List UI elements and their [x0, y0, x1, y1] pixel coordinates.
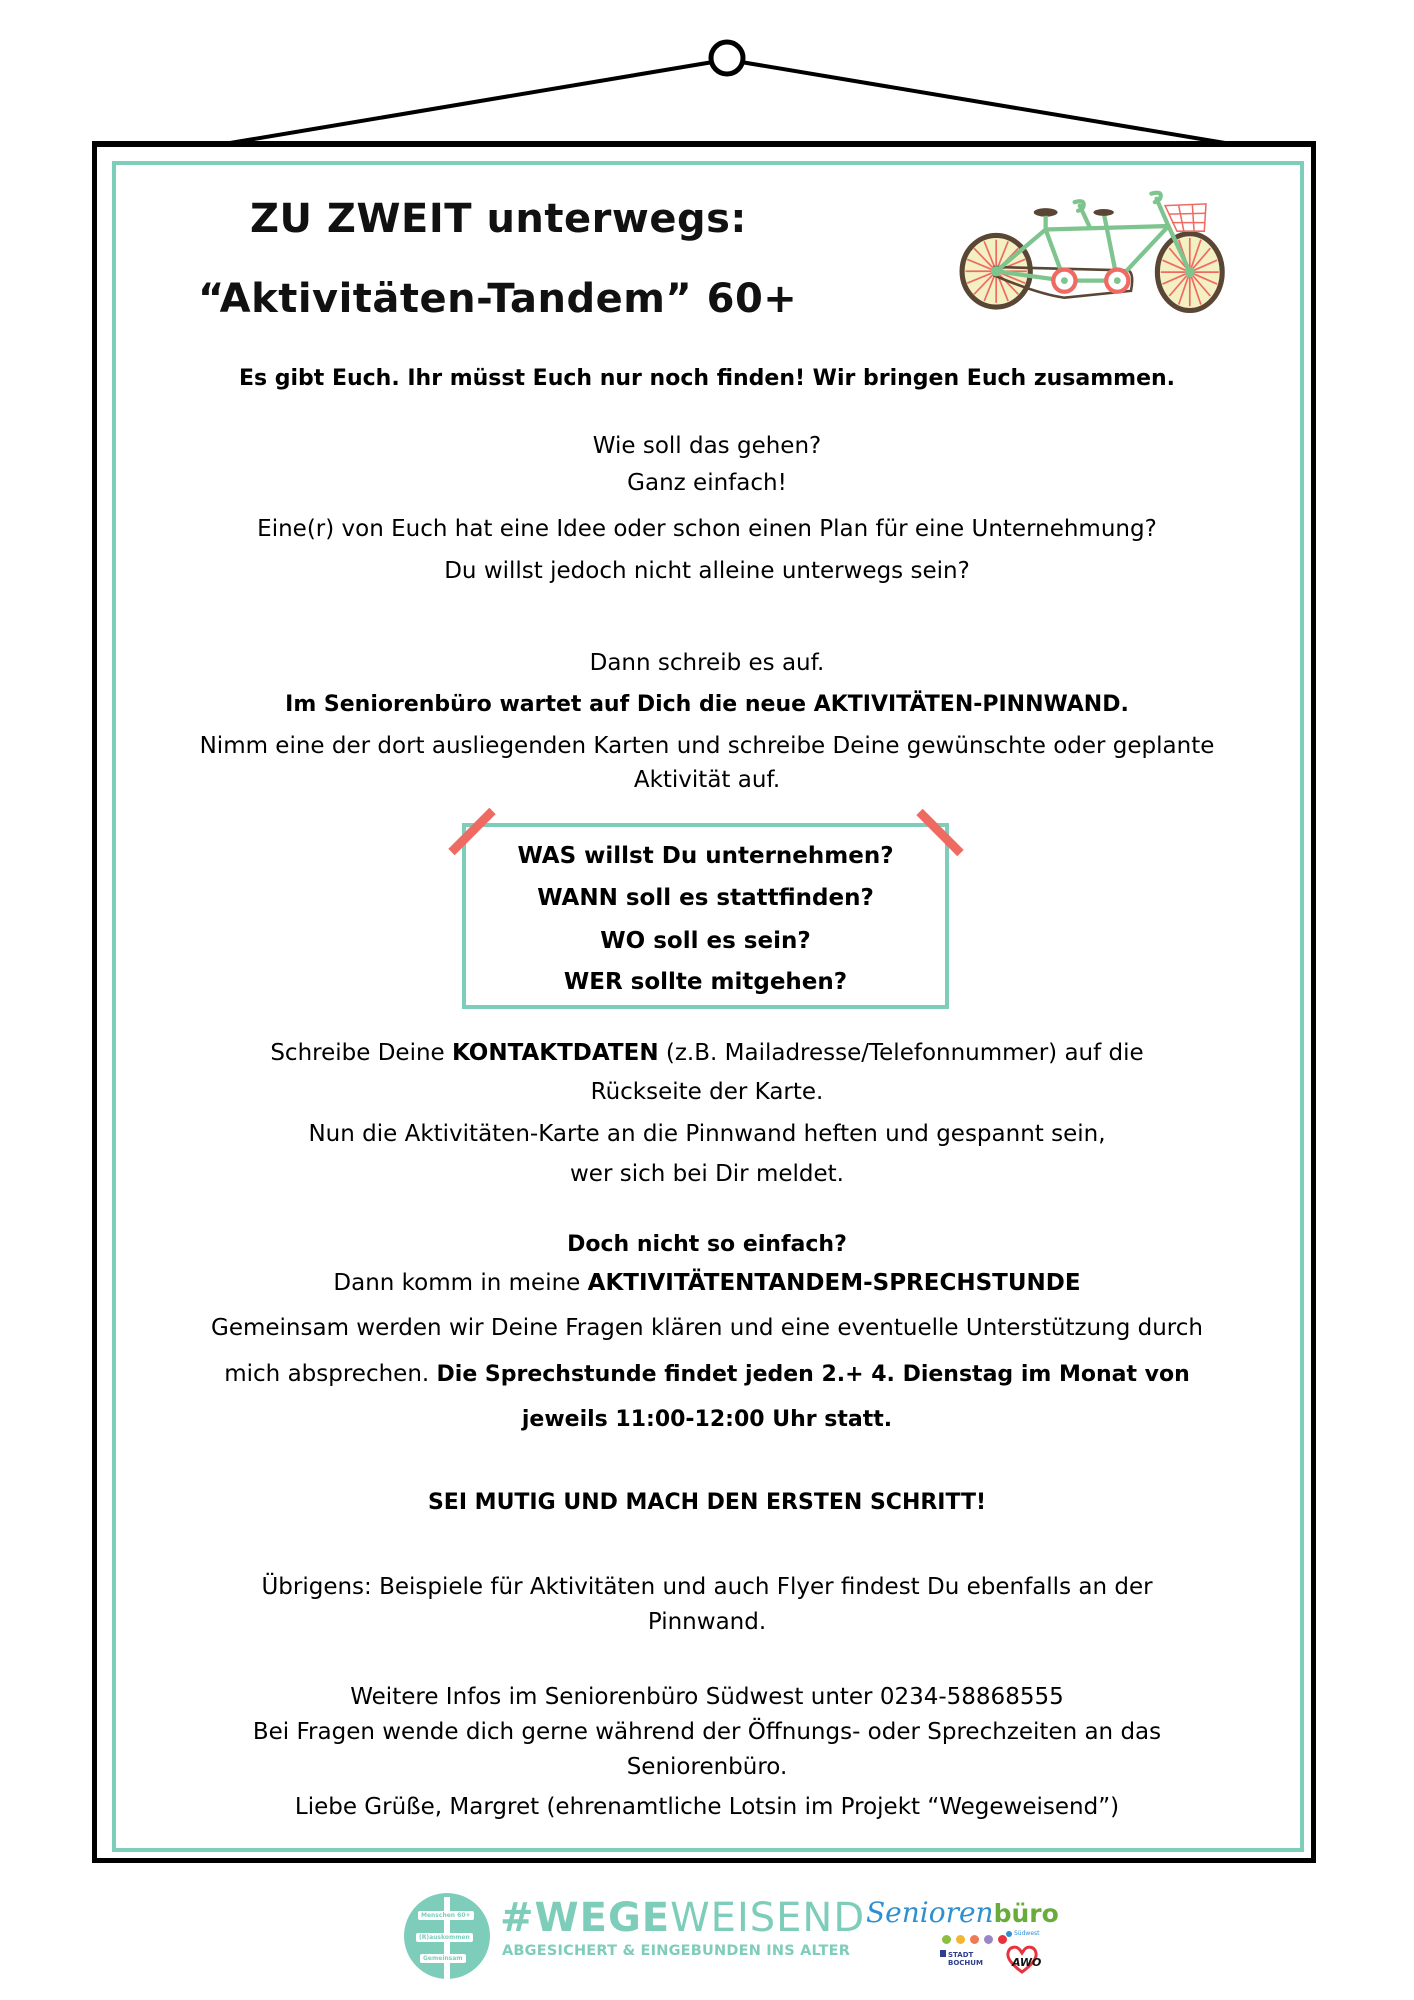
question-when: WANN soll es stattfinden? [537, 885, 874, 911]
questions-text-line1: Bei Fragen wende dich gerne während der Öffnungs- oder Sprechzeiten an das [252, 1719, 1162, 1745]
questions-card [462, 823, 949, 1009]
logo-dot-icon [970, 1935, 979, 1944]
signpost-sign: Gemeinsam [420, 1954, 466, 1963]
stadt-bochum-logo: STADT BOCHUM [940, 1950, 983, 1967]
examples-text-line2: Pinnwand. [647, 1609, 767, 1635]
poster-subtitle: “Aktivitäten-Tandem” 60+ [198, 276, 798, 322]
logo-dot-icon [1006, 1931, 1012, 1937]
schedule-time: jeweils 11:00-12:00 Uhr statt. [521, 1407, 893, 1432]
logo-dot-icon [998, 1935, 1007, 1944]
wegeweisend-logo-text: #WEGEWEISEND [500, 1895, 866, 1941]
awo-logo-text: AWO [1012, 1956, 1042, 1969]
not-easy-heading: Doch nicht so einfach? [567, 1232, 847, 1257]
card-text-line2: Aktivität auf. [633, 767, 781, 793]
question-where: WO soll es sein? [600, 928, 811, 954]
hanger-ring-icon [711, 42, 743, 74]
idea-text: Eine(r) von Euch hat eine Idee oder schon einen Plan für eine Unternehmung? [257, 516, 1157, 542]
question-who: WER sollte mitgehen? [563, 969, 848, 995]
consult-text: Dann komm in meine AKTIVITÄTENTANDEM-SPRECHSTUNDE [333, 1270, 1081, 1296]
wegeweisend-signpost-logo [404, 1893, 490, 1979]
pin-text-line2: wer sich bei Dir meldet. [570, 1161, 844, 1187]
alone-text: Du willst jedoch nicht alleine unterwegs sein? [444, 558, 970, 584]
question-what: WAS willst Du unternehmen? [517, 843, 894, 869]
info-text: Weitere Infos im Seniorenbüro Südwest unter 0234-58868555 [350, 1684, 1064, 1710]
signature-text: Liebe Grüße, Margret (ehrenamtliche Lotsin im Projekt “Wegeweisend”) [294, 1794, 1120, 1820]
intro-text: Es gibt Euch. Ihr müsst Euch nur noch finden! Wir bringen Euch zusammen. [238, 366, 1176, 391]
how-answer: Ganz einfach! [627, 470, 787, 496]
card-text-line1: Nimm eine der dort ausliegenden Karten und schreibe Deine gewünschte oder geplante [199, 733, 1215, 759]
contact-text-line2: Rückseite der Karte. [590, 1079, 824, 1105]
logo-dot-icon [942, 1935, 951, 1944]
logo-dot-icon [956, 1935, 965, 1944]
wegeweisend-tagline: ABGESICHERT & EINGEBUNDEN INS ALTER [502, 1943, 851, 1959]
tandem-bicycle-icon [930, 180, 1250, 325]
write-text: Dann schreib es auf. [589, 650, 825, 676]
schedule-text: mich absprechen. Die Sprechstunde findet jeden 2.+ 4. Dienstag im Monat von [224, 1361, 1190, 1387]
pinnwand-text: Im Seniorenbüro wartet auf Dich die neue AKTIVITÄTEN-PINNWAND. [285, 692, 1129, 717]
together-text: Gemeinsam werden wir Deine Fragen klären und eine eventuelle Unterstützung durch [211, 1315, 1203, 1341]
contact-text: Schreibe Deine KONTAKTDATEN (z.B. Mailadresse/Telefonnummer) auf die [270, 1040, 1144, 1066]
hanger-string [0, 0, 1414, 160]
bochum-crest-icon [940, 1950, 946, 1957]
examples-text-line1: Übrigens: Beispiele für Aktivitäten und auch Flyer findest Du ebenfalls an der [261, 1574, 1153, 1600]
signpost-sign: (R)auskommen [416, 1933, 473, 1942]
signpost-sign: Menschen 60+ [418, 1911, 474, 1920]
motto-text: SEI MUTIG UND MACH DEN ERSTEN SCHRITT! [427, 1490, 987, 1515]
how-question: Wie soll das gehen? [592, 433, 822, 459]
seniorenbuero-region: Südwest [1014, 1930, 1040, 1937]
pin-text-line1: Nun die Aktivitäten-Karte an die Pinnwand heften und gespannt sein, [308, 1121, 1106, 1147]
poster-title: ZU ZWEIT unterwegs: [250, 196, 747, 242]
logo-dot-icon [984, 1935, 993, 1944]
questions-text-line2: Seniorenbüro. [626, 1754, 788, 1780]
seniorenbuero-logo: Seniorenbüro [866, 1896, 1059, 1929]
